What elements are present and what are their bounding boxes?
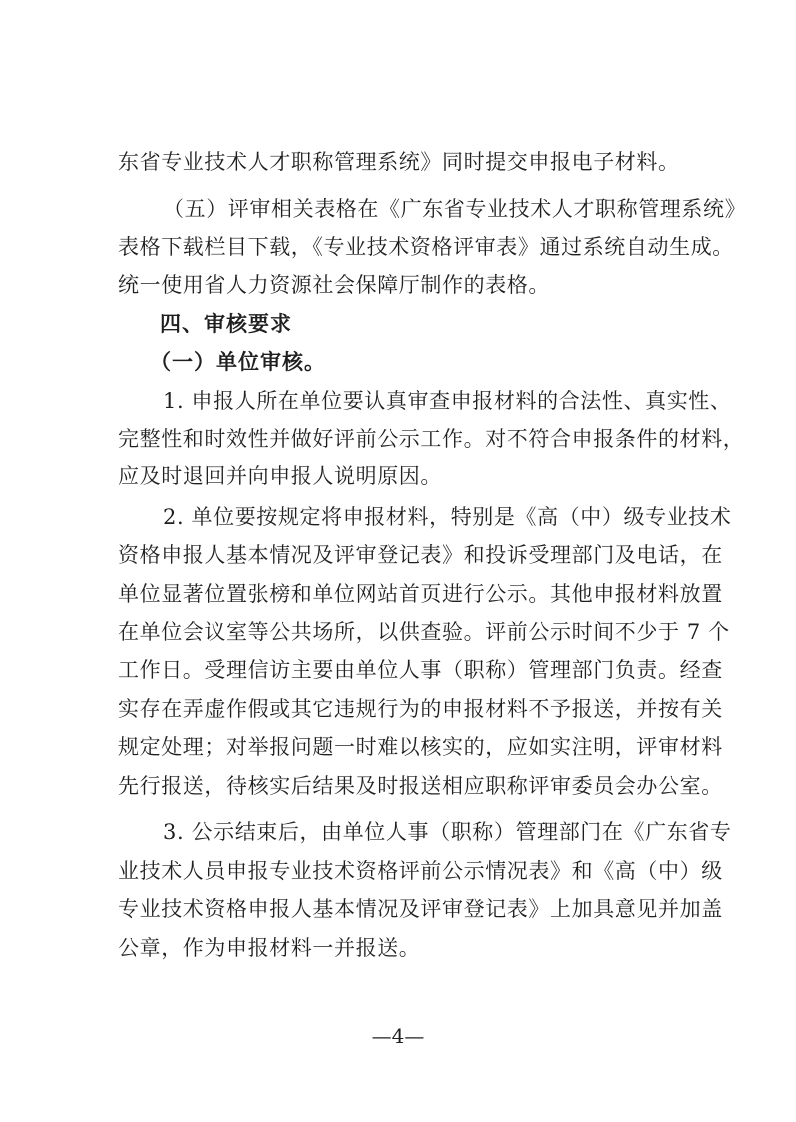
paragraph-line: 完整性和时效性并做好评前公示工作。对不符合申报条件的材料， [118,427,745,451]
paragraph-line: 应及时退回并向申报人说明原因。 [118,464,442,488]
paragraph-line: 专业技术资格申报人基本情况及评审登记表》上加具意见并加盖 [118,897,723,921]
paragraph-line: 3. 公示结束后，由单位人事（职称）管理部门在《广东省专 [163,820,732,844]
paragraph-line: 表格下载栏目下载，《专业技术资格评审表》通过系统自动生成。 [118,235,734,259]
paragraph-line: 先行报送，待核实后结果及时报送相应职称评审委员会办公室。 [118,774,723,798]
paragraph-line: 公章，作为申报材料一并报送。 [118,936,421,960]
page-number: —4— [371,1024,425,1048]
paragraph-line: 实存在弄虚作假或其它违规行为的申报材料不予报送，并按有关 [118,697,723,721]
paragraph-line: 统一使用省人力资源社会保障厅制作的表格。 [118,273,550,297]
paragraph-line: 工作日。受理信访主要由单位人事（职称）管理部门负责。经查 [118,658,723,682]
paragraph-line: 规定处理；对举报问题一时难以核实的，应如实注明，评审材料 [118,735,723,759]
paragraph-line: （五）评审相关表格在《广东省专业技术人才职称管理系统》 [163,197,747,221]
paragraph-line: 在单位会议室等公共场所，以供查验。评前公示时间不少于 7 个 [118,620,730,644]
paragraph-line: 东省专业技术人才职称管理系统》同时提交申报电子材料。 [118,150,680,174]
paragraph-line: 单位显著位置张榜和单位网站首页进行公示。其他申报材料放置 [118,582,723,606]
paragraph-line: 2. 单位要按规定将申报材料，特别是《高（中）级专业技术 [163,505,732,529]
paragraph-line: 1. 申报人所在单位要认真审查申报材料的合法性、真实性、 [163,389,732,413]
section-heading: 四、审核要求 [160,312,292,336]
paragraph-line: 资格申报人基本情况及评审登记表》和投诉受理部门及电话，在 [118,543,723,567]
subsection-heading: （一）单位审核。 [150,350,326,374]
paragraph-line: 业技术人员申报专业技术资格评前公示情况表》和《高（中）级 [118,859,723,883]
